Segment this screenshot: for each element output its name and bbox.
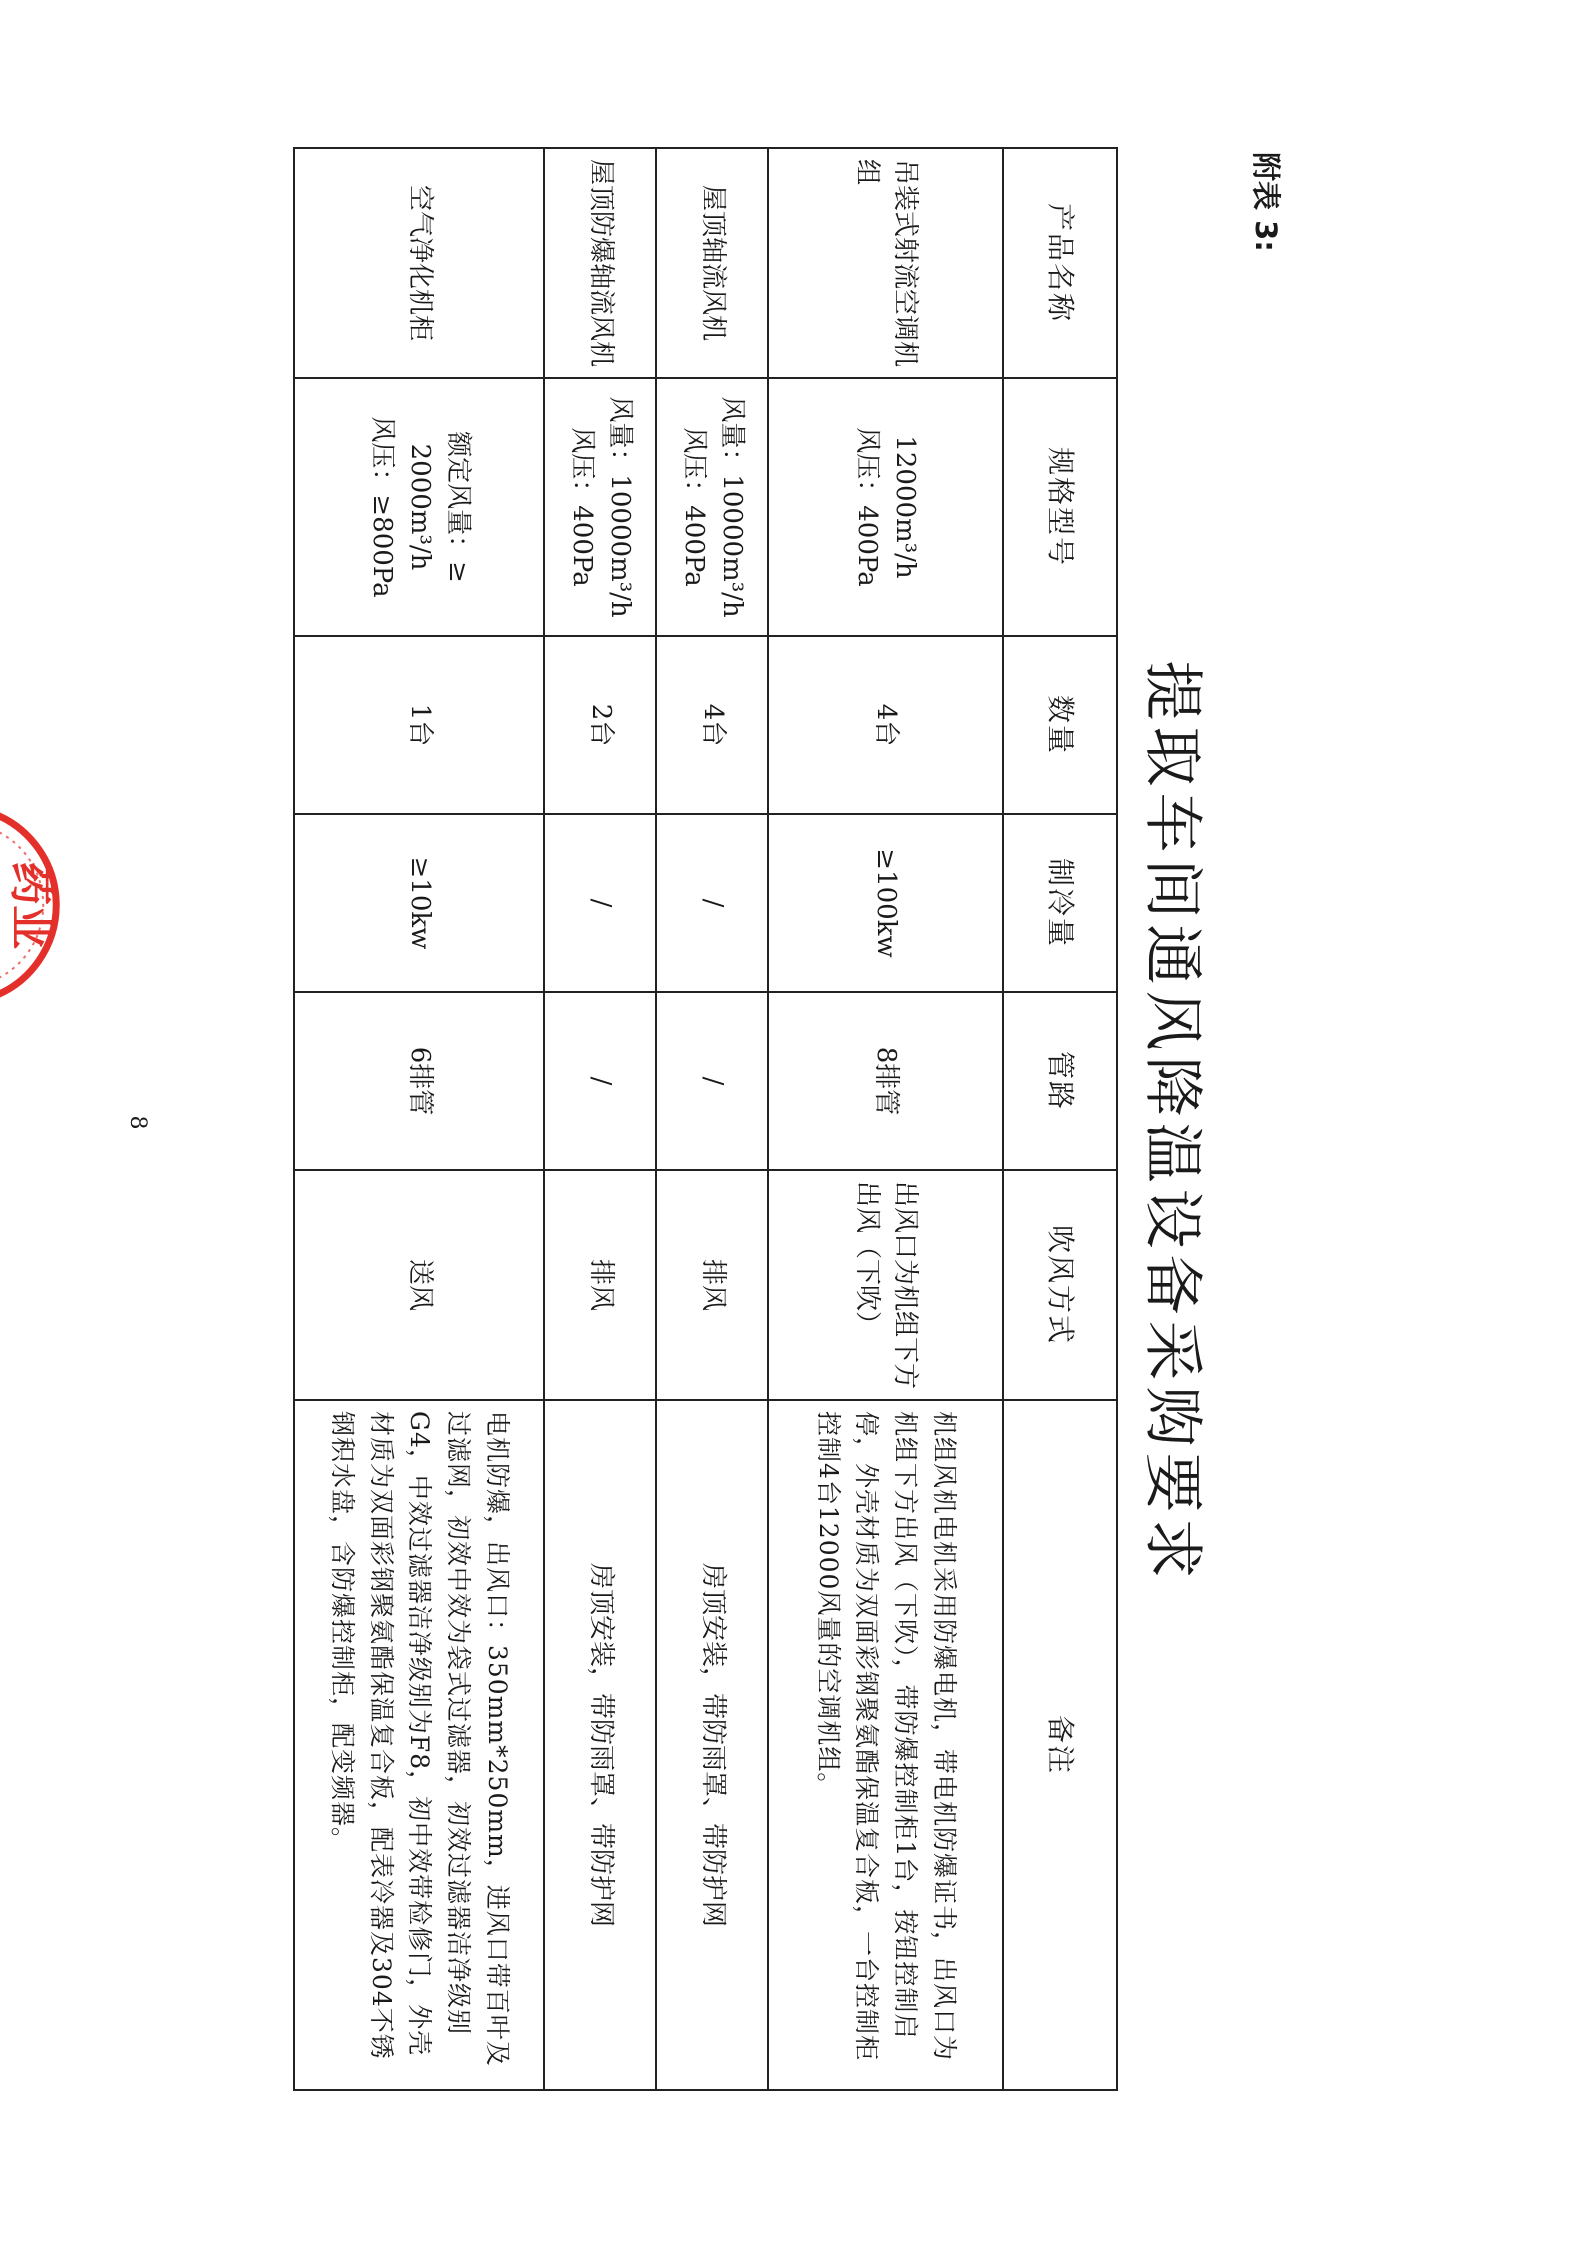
- equipment-requirements-table: [293, 147, 1118, 2091]
- cell-quantity: 1台: [294, 636, 544, 814]
- cell-cooling-capacity: ≥100kw: [768, 814, 1003, 992]
- header-quantity: 数量: [1003, 636, 1117, 814]
- header-piping: 管路: [1003, 992, 1117, 1170]
- cell-spec-model: [656, 378, 768, 636]
- cell-remarks: 房顶安装，带防雨罩、带防护网: [656, 1400, 768, 2090]
- table-row: [656, 148, 768, 2090]
- cell-quantity: 2台: [544, 636, 656, 814]
- cell-piping: 8排管: [768, 992, 1003, 1170]
- cell-air-supply-mode: 排风: [656, 1170, 768, 1400]
- cell-product-name: 屋顶防爆轴流风机: [544, 148, 656, 378]
- spec-line: 额定风量：≥: [442, 431, 473, 583]
- spec-line: 风量：10000m³/h: [604, 396, 635, 618]
- table-header-row: [1003, 148, 1117, 2090]
- cell-piping: /: [656, 992, 768, 1170]
- cell-piping: /: [544, 992, 656, 1170]
- table-row: [544, 148, 656, 2090]
- cell-cooling-capacity: /: [656, 814, 768, 992]
- cell-cooling-capacity: ≥10kw: [294, 814, 544, 992]
- cell-remarks: 房顶安装，带防雨罩、带防护网: [544, 1400, 656, 2090]
- spec-line: 风量：10000m³/h: [716, 396, 747, 618]
- cell-quantity: 4台: [656, 636, 768, 814]
- cell-spec-model: [544, 378, 656, 636]
- table-row: [294, 148, 544, 2090]
- cell-quantity: 4台: [768, 636, 1003, 814]
- header-cooling-capacity: 制冷量: [1003, 814, 1117, 992]
- cell-spec-model: [768, 378, 1003, 636]
- cell-piping: 6排管: [294, 992, 544, 1170]
- svg-text:药业: 药业: [5, 861, 56, 949]
- cell-air-supply-mode: 送风: [294, 1170, 544, 1400]
- table-row: [768, 148, 1003, 2090]
- cell-product-name: 屋顶轴流风机: [656, 148, 768, 378]
- page-number: 8: [125, 1115, 150, 1130]
- header-product-name: 产品名称: [1003, 148, 1117, 378]
- spec-line: 风压：≥800Pa: [367, 416, 398, 598]
- cell-remarks: 电机防爆，出风口：350mm*250mm，进风口带百叶及过滤网，初效中效为袋式过滤器，初效过滤器洁净级别G4，中效过滤器洁净级别为F8，初中效带检修门，外壳材质为双面彩钢聚氨酯保温复合板，配表冷器及304不锈钢积水盘，含防爆控制柜，配变频器。: [294, 1400, 544, 2090]
- appendix-label: 附表 3:: [1249, 152, 1283, 252]
- document-title: 提取车间通风降温设备采购要求: [1137, 660, 1207, 1585]
- spec-line: 风压：400Pa: [852, 427, 883, 587]
- company-seal-stamp: [0, 805, 108, 1005]
- spec-line: 2000m³/h: [404, 443, 435, 571]
- cell-product-name: 空气净化机柜: [294, 148, 544, 378]
- cell-air-supply-mode: 排风: [544, 1170, 656, 1400]
- spec-line: 12000m³/h: [890, 435, 921, 579]
- header-remarks: 备注: [1003, 1400, 1117, 2090]
- cell-spec-model: [294, 378, 544, 636]
- cell-product-name: 吊装式射流空调机组: [768, 148, 1003, 378]
- header-air-supply-mode: 吹风方式: [1003, 1170, 1117, 1400]
- cell-cooling-capacity: /: [544, 814, 656, 992]
- header-spec-model: 规格型号: [1003, 378, 1117, 636]
- spec-line: 风压：400Pa: [567, 427, 597, 587]
- spec-line: 风压：400Pa: [679, 427, 709, 587]
- cell-air-supply-mode: 出风口为机组下方出风（下吹）: [768, 1170, 1003, 1400]
- cell-remarks: 机组风机电机采用防爆电机，带电机防爆证书，出风口为机组下方出风（下吹），带防爆控制柜1台，按钮控制启停，外壳材质为双面彩钢聚氨酯保温复合板，一台控制柜控制4台12000风量的空调机组。: [768, 1400, 1003, 2090]
